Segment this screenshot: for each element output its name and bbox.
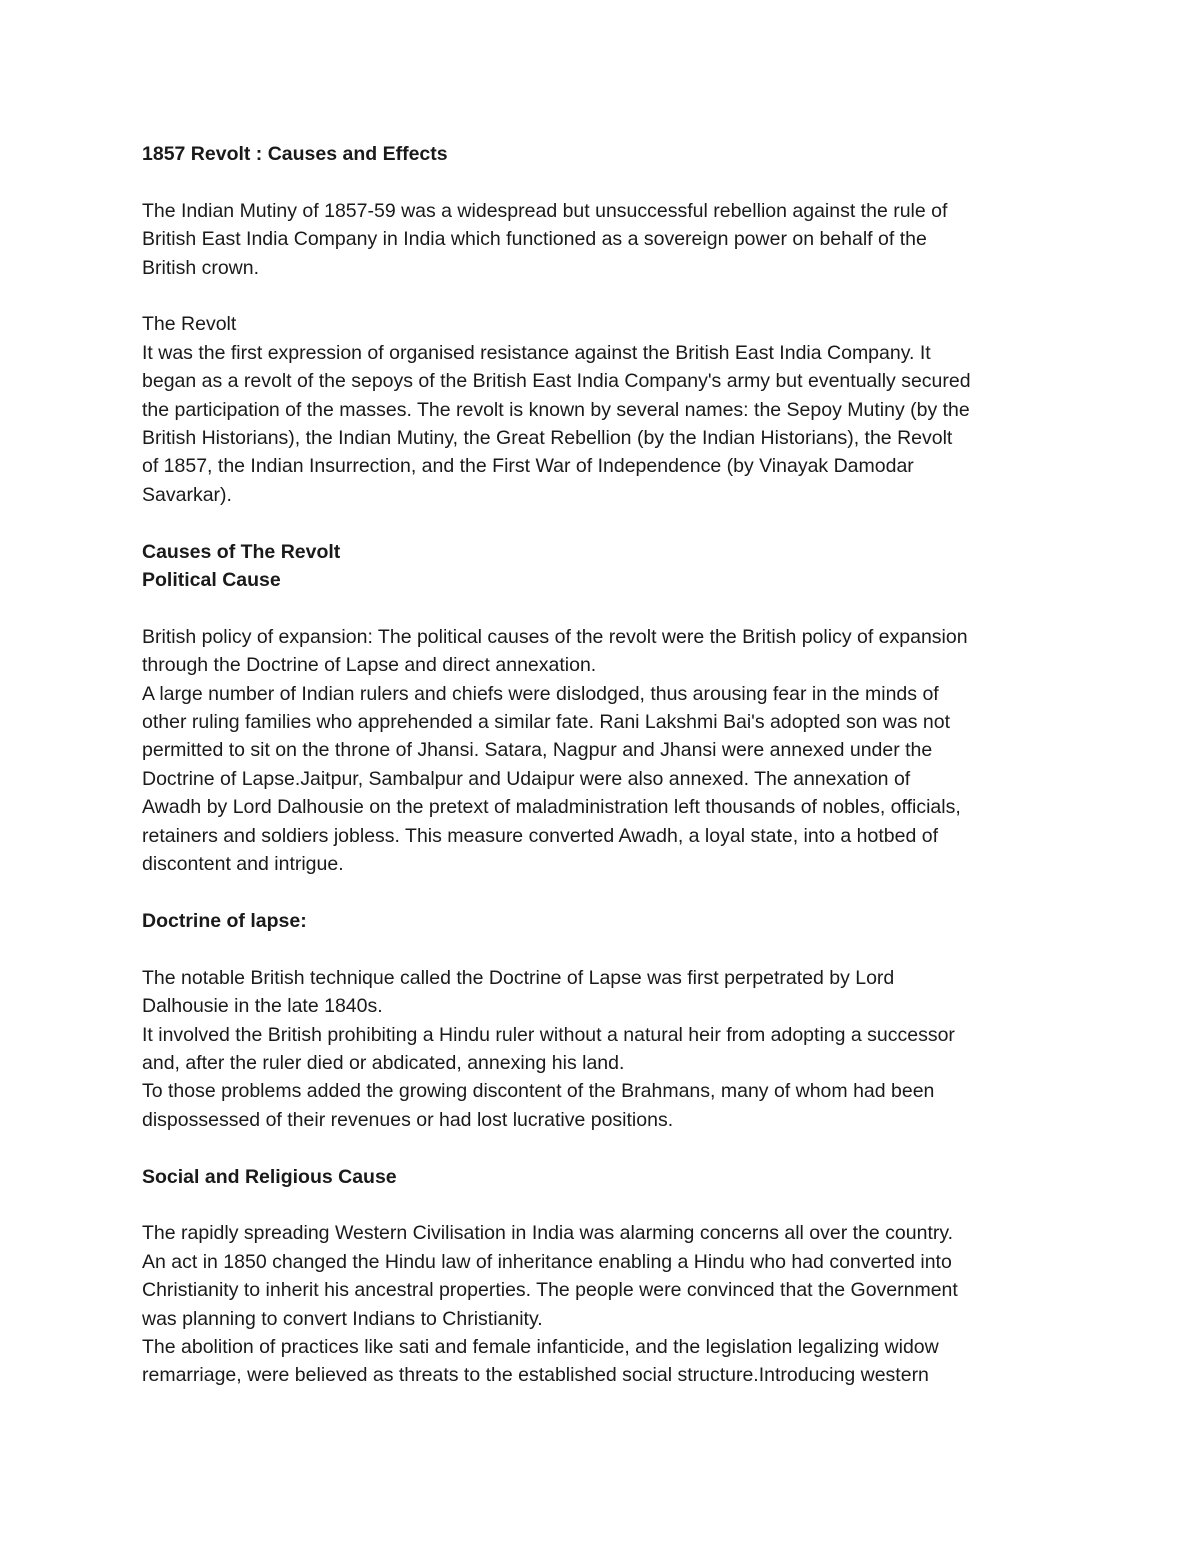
lapse-paragraph-2: It involved the British prohibiting a Hindu ruler without a natural heir from adopting a successor and, after the ruler died or abdicated, annexing his land. (142, 1023, 955, 1074)
revolt-paragraph: It was the first expression of organised resistance against the British East India Company. It began as a revolt of the sepoys of the British East India Company's army but eventually secured the participation of the masses. The revolt is known by several names: the Sepoy Mutiny (by the British Historians), the Indian Mutiny, the Great Rebellion (by the Indian Historians), the Revolt of 1857, the Indian Insurrection, and the First War of Independence (by Vinayak Damodar Savarkar). (142, 341, 971, 506)
document-title: 1857 Revolt : Causes and Effects (142, 143, 448, 165)
political-paragraph-1: British policy of expansion: The political causes of the revolt were the British policy of expansion through the Doctrine of Lapse and direct annexation. (142, 625, 968, 677)
causes-heading: Causes of The Revolt (142, 540, 341, 563)
social-paragraph-1: The rapidly spreading Western Civilisation in India was alarming concerns all over the country. An act in 1850 changed the Hindu law of inheritance enabling a Hindu who had converted into Christianity to inherit his ancestral properties. The people were convinced that the Government was planning to convert Indians to Christianity. (142, 1222, 958, 1330)
spacer (142, 509, 1072, 537)
spacer (142, 879, 1072, 907)
spacer (142, 935, 1072, 963)
social-paragraph-2: The abolition of practices like sati and female infanticide, and the legislation legalizing widow remarriage, were believed as threats to the established social structure.Introducing western (142, 1335, 939, 1387)
spacer (142, 282, 1072, 310)
lapse-paragraph-1: The notable British technique called the Doctrine of Lapse was first perpetrated by Lord Dalhousie in the late 1840s. (142, 966, 895, 1018)
doctrine-of-lapse-heading: Doctrine of lapse: (142, 909, 307, 932)
lapse-paragraph-3: To those problems added the growing discontent of the Brahmans, many of whom had been dispossessed of their revenues or had lost lucrative positions. (142, 1080, 935, 1131)
document-page (142, 140, 1072, 1390)
social-religious-heading: Social and Religious Cause (142, 1165, 397, 1188)
revolt-heading: The Revolt (142, 313, 237, 336)
intro-paragraph: The Indian Mutiny of 1857-59 was a widespread but unsuccessful rebellion against the rule of British East India Company in India which functioned as a sovereign power on behalf of the British crown. (142, 199, 948, 279)
political-paragraph-2: A large number of Indian rulers and chiefs were dislodged, thus arousing fear in the minds of other ruling families who apprehended a similar fate. Rani Lakshmi Bai's adopted son was not permitted to sit on the throne of Jhansi. Satara, Nagpur and Jhansi were annexed under the Doctrine of Lapse.Jaitpur, Sambalpur and Udaipur were also annexed. The annexation of Awadh by Lord Dalhousie on the pretext of maladministration left thousands of nobles, officials, retainers and soldiers jobless. This measure converted Awadh, a loyal state, into a hotbed of discontent and intrigue. (142, 682, 961, 876)
spacer (142, 1191, 1072, 1219)
spacer (142, 1134, 1072, 1162)
spacer (142, 168, 1072, 196)
political-cause-heading: Political Cause (142, 569, 281, 592)
spacer (142, 594, 1072, 622)
